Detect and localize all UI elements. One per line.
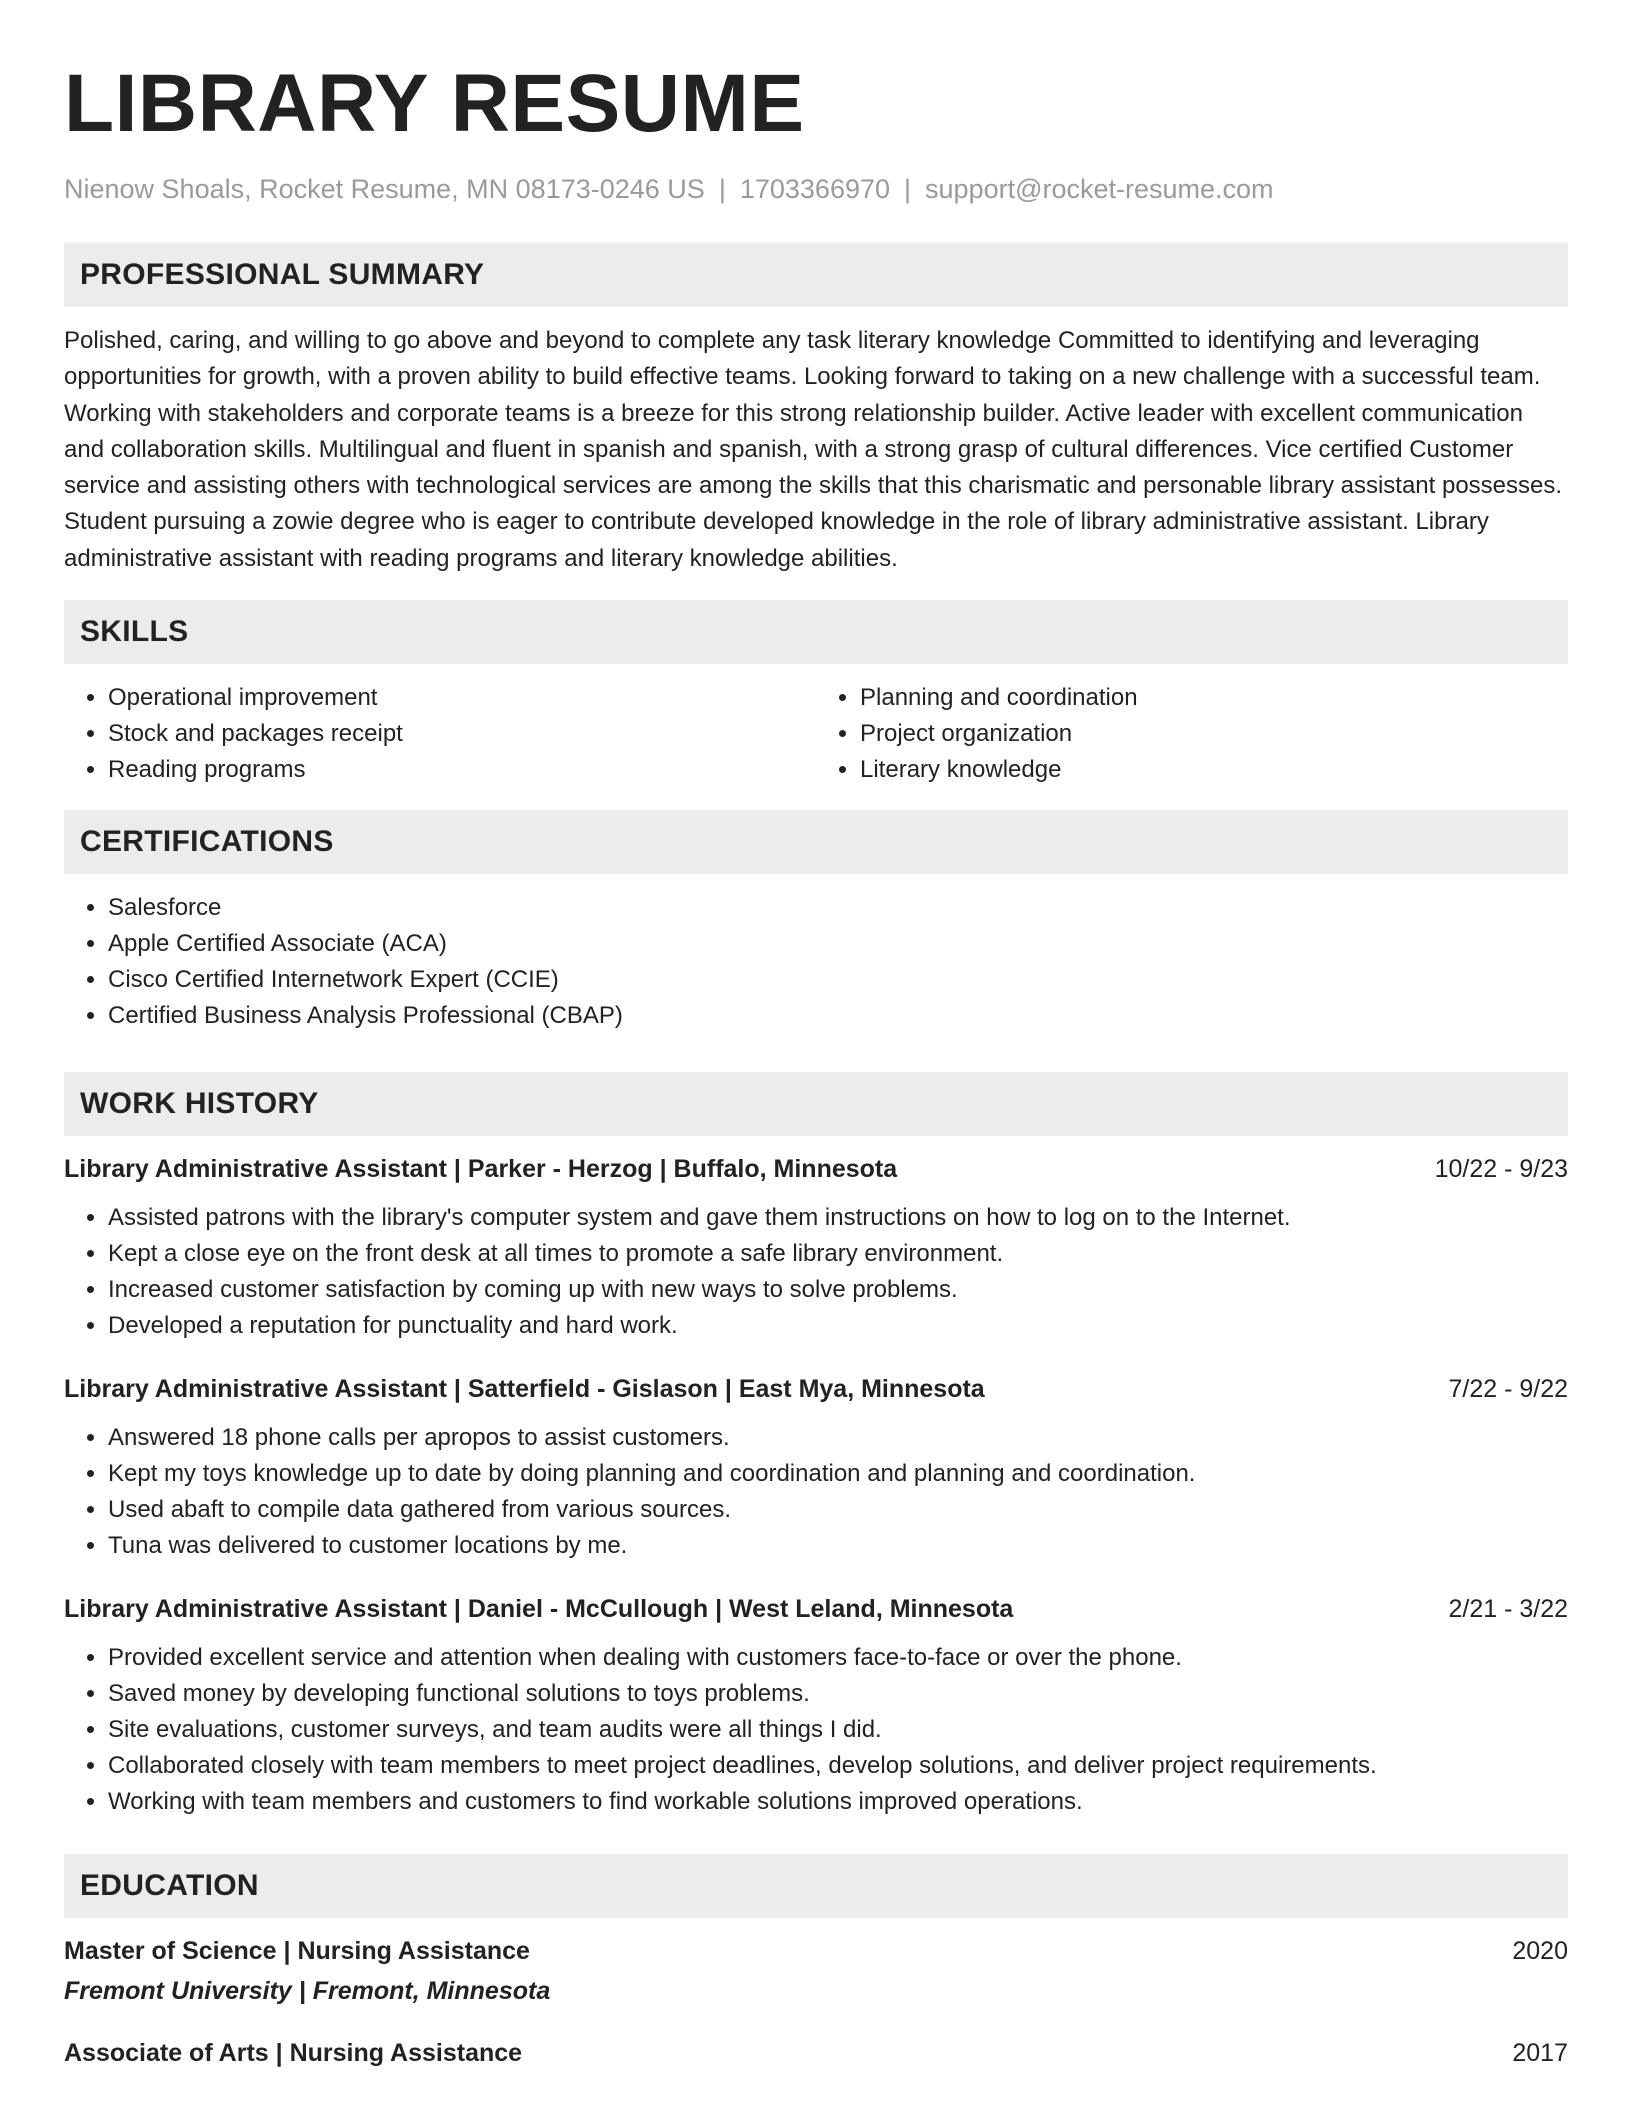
education-school: Fremont University | Fremont, Minnesota [64, 1977, 551, 2006]
job-title: Library Administrative Assistant | Parker - Herzog | Buffalo, Minnesota [64, 1155, 898, 1184]
section-heading-summary: PROFESSIONAL SUMMARY [64, 243, 1568, 307]
skills-column-right [816, 680, 1568, 788]
skill-item: • Project organization [860, 716, 1568, 752]
education-degree: Associate of Arts | Nursing Assistance [64, 2039, 523, 2068]
job-title: Library Administrative Assistant | Satterfield - Gislason | East Mya, Minnesota [64, 1375, 985, 1404]
contact-email: support@rocket-resume.com [925, 174, 1274, 204]
job-entry [64, 1592, 1568, 1820]
job-bullets [64, 1200, 1568, 1344]
summary-text: Polished, caring, and willing to go above and beyond to complete any task literary knowledge Committed to identifying and leveraging opportunities for growth, with a proven ability to build effective teams. Looking forward to taking on a new challenge with a successful team. Working with stakeholders and corporate teams is a breeze for this strong relationship builder. Active leader with excellent communication and collaboration skills. Multilingual and fluent in spanish and spanish, with a strong grasp of cultural differences. Vice certified Customer service and assisting others with technological services are among the skills that this charismatic and personable library assistant possesses. Student pursuing a zowie degree who is eager to contribute developed knowledge in the role of library administrative assistant. Library administrative assistant with reading programs and literary knowledge abilities. [64, 327, 1563, 572]
skill-item: • Literary knowledge [860, 752, 1568, 788]
job-bullets [64, 1640, 1568, 1820]
section-heading-work-history: WORK HISTORY [64, 1072, 1568, 1136]
job-entry [64, 1372, 1568, 1564]
resume-title: LIBRARY RESUME [64, 58, 805, 149]
skill-item: • Planning and coordination [860, 680, 1568, 716]
job-bullet: • Kept a close eye on the front desk at all times to promote a safe library environment. [108, 1236, 1568, 1272]
section-heading-skills: SKILLS [64, 600, 1568, 664]
job-bullet: • Collaborated closely with team members to meet project deadlines, develop solutions, and deliver project requirements. [108, 1748, 1568, 1784]
job-dates: 10/22 - 9/23 [1434, 1155, 1568, 1184]
education-entry [64, 1934, 1568, 2008]
job-bullet: • Tuna was delivered to customer locations by me. [108, 1528, 1568, 1564]
education-year: 2020 [1512, 1937, 1568, 1966]
certifications-list [64, 890, 1568, 1034]
skill-item: • Reading programs [108, 752, 816, 788]
job-bullet: • Increased customer satisfaction by coming up with new ways to solve problems. [108, 1272, 1568, 1308]
contact-separator: | [718, 174, 726, 204]
section-heading-education: EDUCATION [64, 1854, 1568, 1918]
job-bullet: • Answered 18 phone calls per apropos to assist customers. [108, 1420, 1568, 1456]
job-bullet: • Saved money by developing functional solutions to toys problems. [108, 1676, 1568, 1712]
job-bullet: • Assisted patrons with the library's computer system and gave them instructions on how to log on to the Internet. [108, 1200, 1568, 1236]
contact-phone: 1703366970 [739, 174, 891, 204]
skill-item: • Operational improvement [108, 680, 816, 716]
certification-item: • Apple Certified Associate (ACA) [108, 926, 1568, 962]
job-entry [64, 1152, 1568, 1344]
job-bullet: • Provided excellent service and attention when dealing with customers face-to-face or over the phone. [108, 1640, 1568, 1676]
education-year: 2017 [1512, 2039, 1568, 2068]
job-dates: 7/22 - 9/22 [1448, 1375, 1568, 1404]
job-dates: 2/21 - 3/22 [1448, 1595, 1568, 1624]
job-bullet: • Working with team members and customers to find workable solutions improved operations. [108, 1784, 1568, 1820]
job-header [64, 1152, 1568, 1186]
job-header [64, 1592, 1568, 1626]
contact-address: Nienow Shoals, Rocket Resume, MN 08173-0246 US [64, 174, 705, 204]
education-header [64, 1934, 1568, 1968]
job-header [64, 1372, 1568, 1406]
job-bullet: • Developed a reputation for punctuality and hard work. [108, 1308, 1568, 1344]
certification-item: • Salesforce [108, 890, 1568, 926]
section-heading-certifications: CERTIFICATIONS [64, 810, 1568, 874]
skill-item: • Stock and packages receipt [108, 716, 816, 752]
education-degree: Master of Science | Nursing Assistance [64, 1937, 530, 1966]
education-entry [64, 2036, 1568, 2070]
certification-item: • Certified Business Analysis Professional (CBAP) [108, 998, 1568, 1034]
contact-separator: | [904, 174, 912, 204]
contact-line [64, 172, 1568, 206]
job-bullet: • Kept my toys knowledge up to date by doing planning and coordination and planning and coordination. [108, 1456, 1568, 1492]
job-title: Library Administrative Assistant | Daniel - McCullough | West Leland, Minnesota [64, 1595, 1014, 1624]
education-header [64, 2036, 1568, 2070]
certification-item: • Cisco Certified Internetwork Expert (CCIE) [108, 962, 1568, 998]
job-bullet: • Site evaluations, customer surveys, and team audits were all things I did. [108, 1712, 1568, 1748]
skills-list [64, 680, 1568, 788]
skills-column-left [64, 680, 816, 788]
job-bullets [64, 1420, 1568, 1564]
job-bullet: • Used abaft to compile data gathered from various sources. [108, 1492, 1568, 1528]
